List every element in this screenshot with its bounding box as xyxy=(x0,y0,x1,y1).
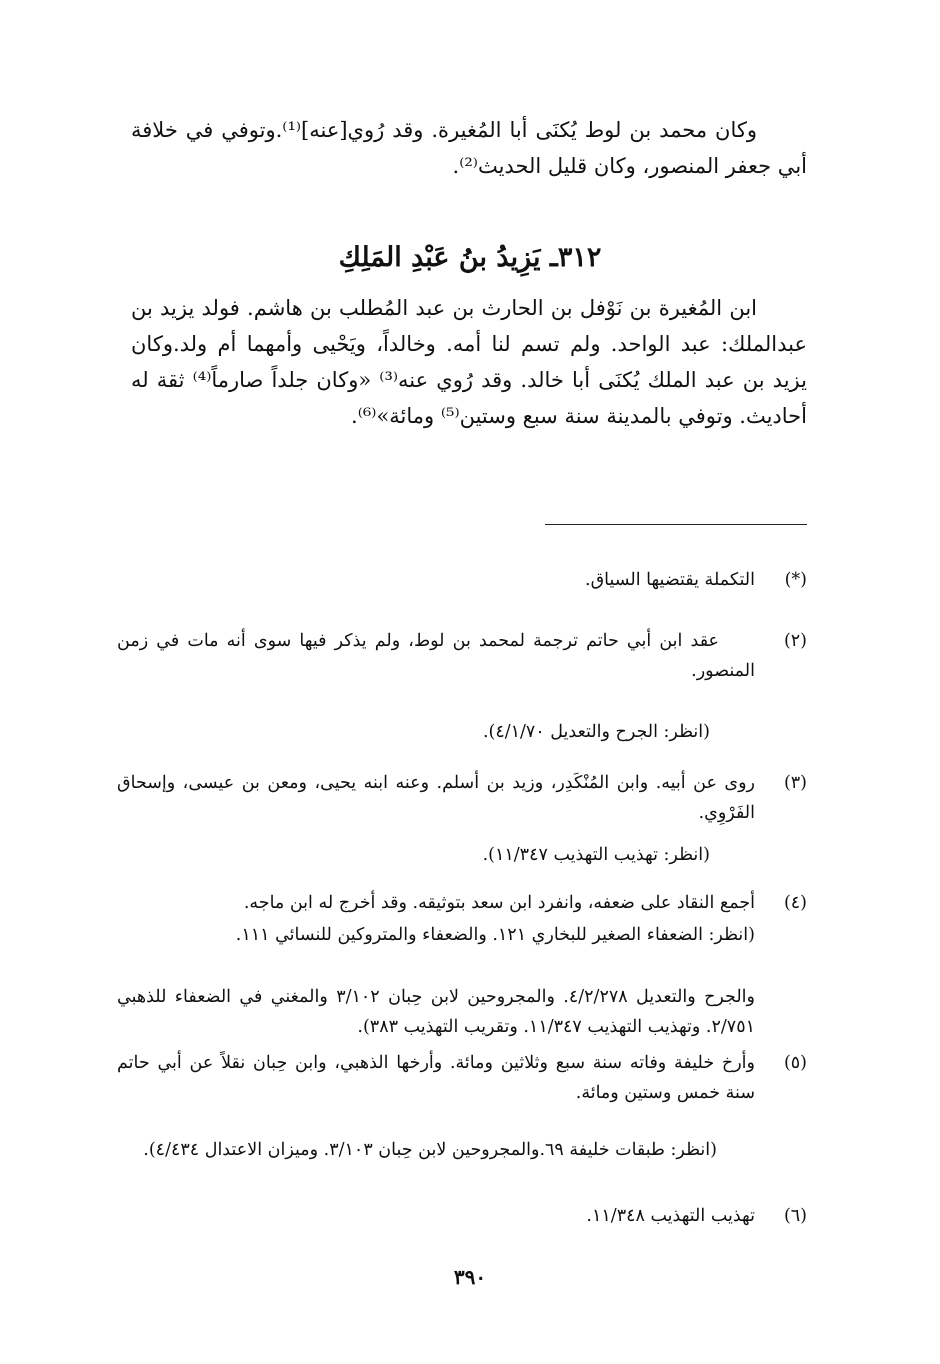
footnote-text: روى عن أبيه. وابن المُنْكَدِر، وزيد بن أسلم. وعنه ابنه يحيى، ومعن بن عيسى، وإسحاق الفَرْوِي. xyxy=(117,773,755,823)
footnote-number: (٣) xyxy=(783,773,807,793)
page-number: ٣٩٠ xyxy=(453,1265,487,1289)
footnote-number: (٤) xyxy=(783,893,807,913)
footnote-3-reference: (انظر: تهذيب التهذيب ١١/٣٤٧). xyxy=(482,845,710,865)
footnote-5-reference: (انظر: طبقات خليفة ٦٩.والمجروحين لابن حِبان ٣/١٠٣. وميزان الاعتدال ٤/٤٣٤). xyxy=(143,1140,717,1160)
footnote-text: عقد ابن أبي حاتم ترجمة لمحمد بن لوط، ولم يذكر فيها سوى أنه مات في زمن المنصور. xyxy=(117,631,755,681)
footnote-5 xyxy=(117,1048,807,1108)
footnote-number: (٥) xyxy=(783,1053,807,1073)
intro-paragraph: وكان محمد بن لوط يُكنَى أبا المُغيرة. وقد رُوي[عنه]⁽¹⁾.وتوفي في خلافة أبي جعفر المنصور، وكان قليل الحديث⁽²⁾. xyxy=(131,118,807,178)
entry-heading: ٣١٢ـ يَزِيدُ بنُ عَبْدِ المَلِكِ xyxy=(338,242,602,273)
footnote-number: (٢) xyxy=(783,631,807,651)
footnote-star xyxy=(117,565,807,595)
footnote-3 xyxy=(117,768,807,828)
footnote-text: وأرخ خليفة وفاته سنة سبع وثلاثين ومائة. وأرخها الذهبي، وابن حِبان نقلاً عن أبي حاتم سنة خمس وستين ومائة. xyxy=(117,1053,755,1103)
footnote-text: أجمع النقاد على ضعفه، وانفرد ابن سعد بتوثيقه. وقد أخرج له ابن ماجه. xyxy=(243,893,755,913)
footnote-4 xyxy=(117,888,807,918)
footnote-6 xyxy=(117,1201,807,1231)
footnote-number: (*) xyxy=(784,570,807,590)
entry-body: ابن المُغيرة بن نَوْفل بن الحارث بن عبد المُطلب بن هاشم. فولد يزيد بن عبدالملك: عبد الواحد. ولم تسم لنا أمه. وخالداً، ويَحْيى وأمهما أم ولد.وكان يزيد بن عبد الملك يُكنَى أبا خالد. وقد رُوي عنه⁽³⁾ «وكان جلداً صارماً⁽⁴⁾ ثقة له أحاديث. وتوفي بالمدينة سنة سبع وستين⁽⁵⁾ ومائة»⁽⁶⁾. xyxy=(131,296,807,428)
footnote-separator xyxy=(545,524,807,525)
footnote-2-reference: (انظر: الجرح والتعديل ٤/١/٧٠). xyxy=(482,722,710,742)
footnote-number: (٦) xyxy=(783,1206,807,1226)
footnote-text: التكملة يقتضيها السياق. xyxy=(585,570,755,590)
footnote-2 xyxy=(117,626,807,686)
footnote-4-reference: (انظر: الضعفاء الصغير للبخاري ١٢١. والضعفاء والمتروكين للنسائي ١١١. xyxy=(235,925,755,945)
footnote-4-reference-continued: والجرح والتعديل ٤/٢/٢٧٨. والمجروحين لابن حِبان ٣/١٠٢ والمغني في الضعفاء للذهبي ٢/٧٥١. وتهذيب التهذيب ١١/٣٤٧. وتقريب التهذيب ٣٨٣). xyxy=(117,987,755,1037)
footnote-text: تهذيب التهذيب ١١/٣٤٨. xyxy=(586,1206,755,1226)
